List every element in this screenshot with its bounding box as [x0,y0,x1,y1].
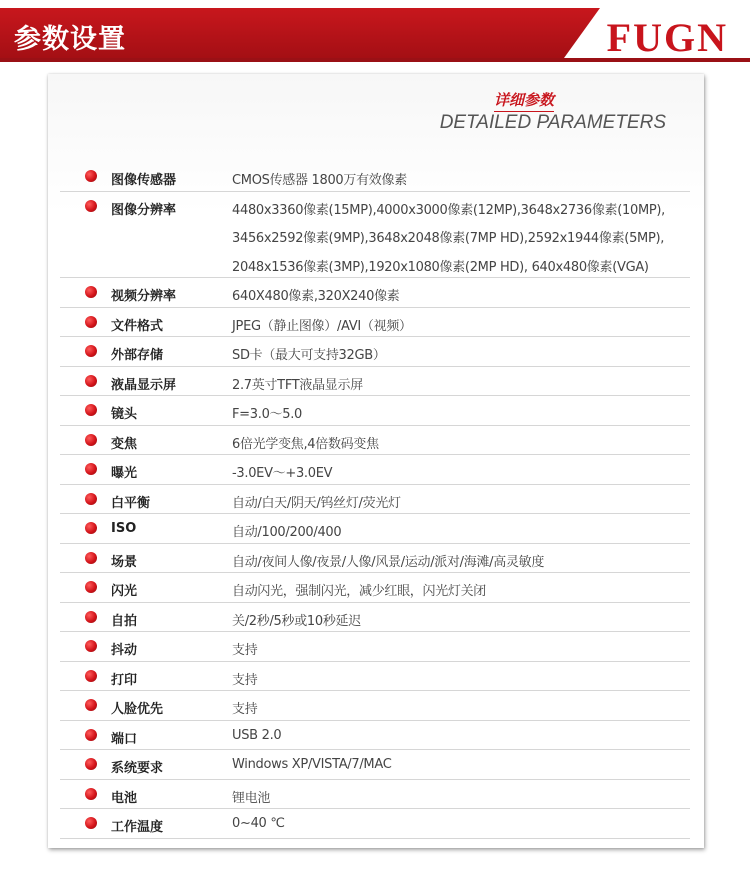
section-title-en: DETAILED PARAMETERS [439,112,666,133]
spec-row [60,632,690,662]
bullet-dot-icon [85,581,97,593]
spec-row [60,485,690,515]
spec-label: 自拍 [111,613,138,629]
spec-value: CMOS传感器 1800万有效像素 [232,173,407,188]
spec-label: 液晶显示屏 [111,377,177,393]
spec-row [60,337,690,367]
spec-row [60,192,690,221]
spec-row [60,455,690,485]
spec-row [60,780,690,810]
spec-label: 场景 [111,554,138,570]
spec-value: 自动/夜间人像/夜景/人像/风景/运动/派对/海滩/高灵敏度 [232,554,545,570]
spec-label: 工作温度 [111,820,164,835]
bullet-dot-icon [85,200,97,212]
bullet-dot-icon [85,552,97,564]
header-banner [0,0,750,62]
spec-value: 0~40 ℃ [232,816,285,831]
spec-value: 自动闪光，强制闪光，减少红眼，闪光灯关闭 [232,584,487,599]
spec-value: 6倍光学变焦,4倍数码变焦 [232,436,379,452]
spec-label: 端口 [111,731,138,747]
spec-row [60,162,690,192]
spec-row [60,544,690,574]
spec-value: 关/2秒/5秒或10秒延迟 [232,613,361,629]
spec-row [60,603,690,633]
spec-label: 变焦 [111,436,138,452]
spec-value: USB 2.0 [232,727,282,743]
page-title: 参数设置 [14,24,126,55]
spec-value: 锂电池 [232,790,271,806]
spec-row [60,691,690,721]
spec-value: JPEG（静止图像）/AVI（视频） [232,318,412,334]
bullet-dot-icon [85,463,97,475]
spec-label: 镜头 [111,407,138,422]
spec-label: 系统要求 [111,761,164,776]
spec-value: 支持 [232,643,258,658]
spec-label: ISO [111,521,137,536]
spec-value: 2.7英寸TFT液晶显示屏 [232,377,363,393]
spec-row [60,426,690,456]
spec-row [60,662,690,692]
spec-label: 白平衡 [111,495,151,511]
spec-row [60,367,690,397]
spec-label: 曝光 [111,466,138,481]
bullet-dot-icon [85,729,97,741]
bullet-dot-icon [85,640,97,652]
spec-label: 图像传感器 [111,173,177,188]
parameters-card [48,74,704,848]
spec-label: 文件格式 [111,318,164,334]
bullet-dot-icon [85,345,97,357]
spec-value: 4480x3360像素(15MP),4000x3000像素(12MP),3648x2736像素(10MP), [232,202,666,218]
spec-row [60,396,690,426]
bullet-dot-icon [85,316,97,328]
bullet-dot-icon [85,758,97,770]
spec-value: Windows XP/VISTA/7/MAC [232,757,392,772]
spec-label: 图像分辨率 [111,202,177,218]
spec-value: 支持 [232,672,258,688]
bullet-dot-icon [85,493,97,505]
brand-logo: FUGN [606,15,728,60]
spec-value: 自动/白天/阴天/钨丝灯/荧光灯 [232,495,401,511]
spec-value: 3456x2592像素(9MP),3648x2048像素(7MP HD),2592x1944像素(5MP), [232,231,665,246]
bullet-dot-icon [85,286,97,298]
spec-row-continued [60,249,690,279]
spec-value: -3.0EV～+3.0EV [232,466,333,481]
section-title-zh: 详细参数 [494,89,554,112]
spec-value: 640X480像素,320X240像素 [232,289,400,304]
spec-label: 外部存储 [111,348,164,363]
spec-label: 人脸优先 [111,702,164,717]
bullet-dot-icon [85,670,97,682]
spec-row [60,721,690,751]
bullet-dot-icon [85,522,97,534]
spec-row [60,809,690,839]
spec-row [60,573,690,603]
bullet-dot-icon [85,434,97,446]
spec-value: SD卡（最大可支持32GB） [232,348,386,363]
spec-value: F=3.0～5.0 [232,407,303,422]
bullet-dot-icon [85,788,97,800]
spec-row [60,750,690,780]
spec-list [60,162,690,839]
bullet-dot-icon [85,817,97,829]
spec-label: 抖动 [111,643,138,658]
spec-label: 闪光 [111,584,138,599]
spec-row [60,514,690,544]
spec-row-continued [60,220,690,249]
bullet-dot-icon [85,375,97,387]
bullet-dot-icon [85,699,97,711]
spec-label: 打印 [111,672,138,688]
bullet-dot-icon [85,404,97,416]
spec-label: 视频分辨率 [111,289,177,304]
bullet-dot-icon [85,611,97,623]
spec-value: 自动/100/200/400 [232,525,342,540]
bullet-dot-icon [85,170,97,182]
spec-value: 支持 [232,702,258,717]
spec-value: 2048x1536像素(3MP),1920x1080像素(2MP HD), 640x480像素(VGA) [232,259,649,275]
spec-label: 电池 [111,790,138,806]
spec-row [60,278,690,308]
spec-row [60,308,690,338]
